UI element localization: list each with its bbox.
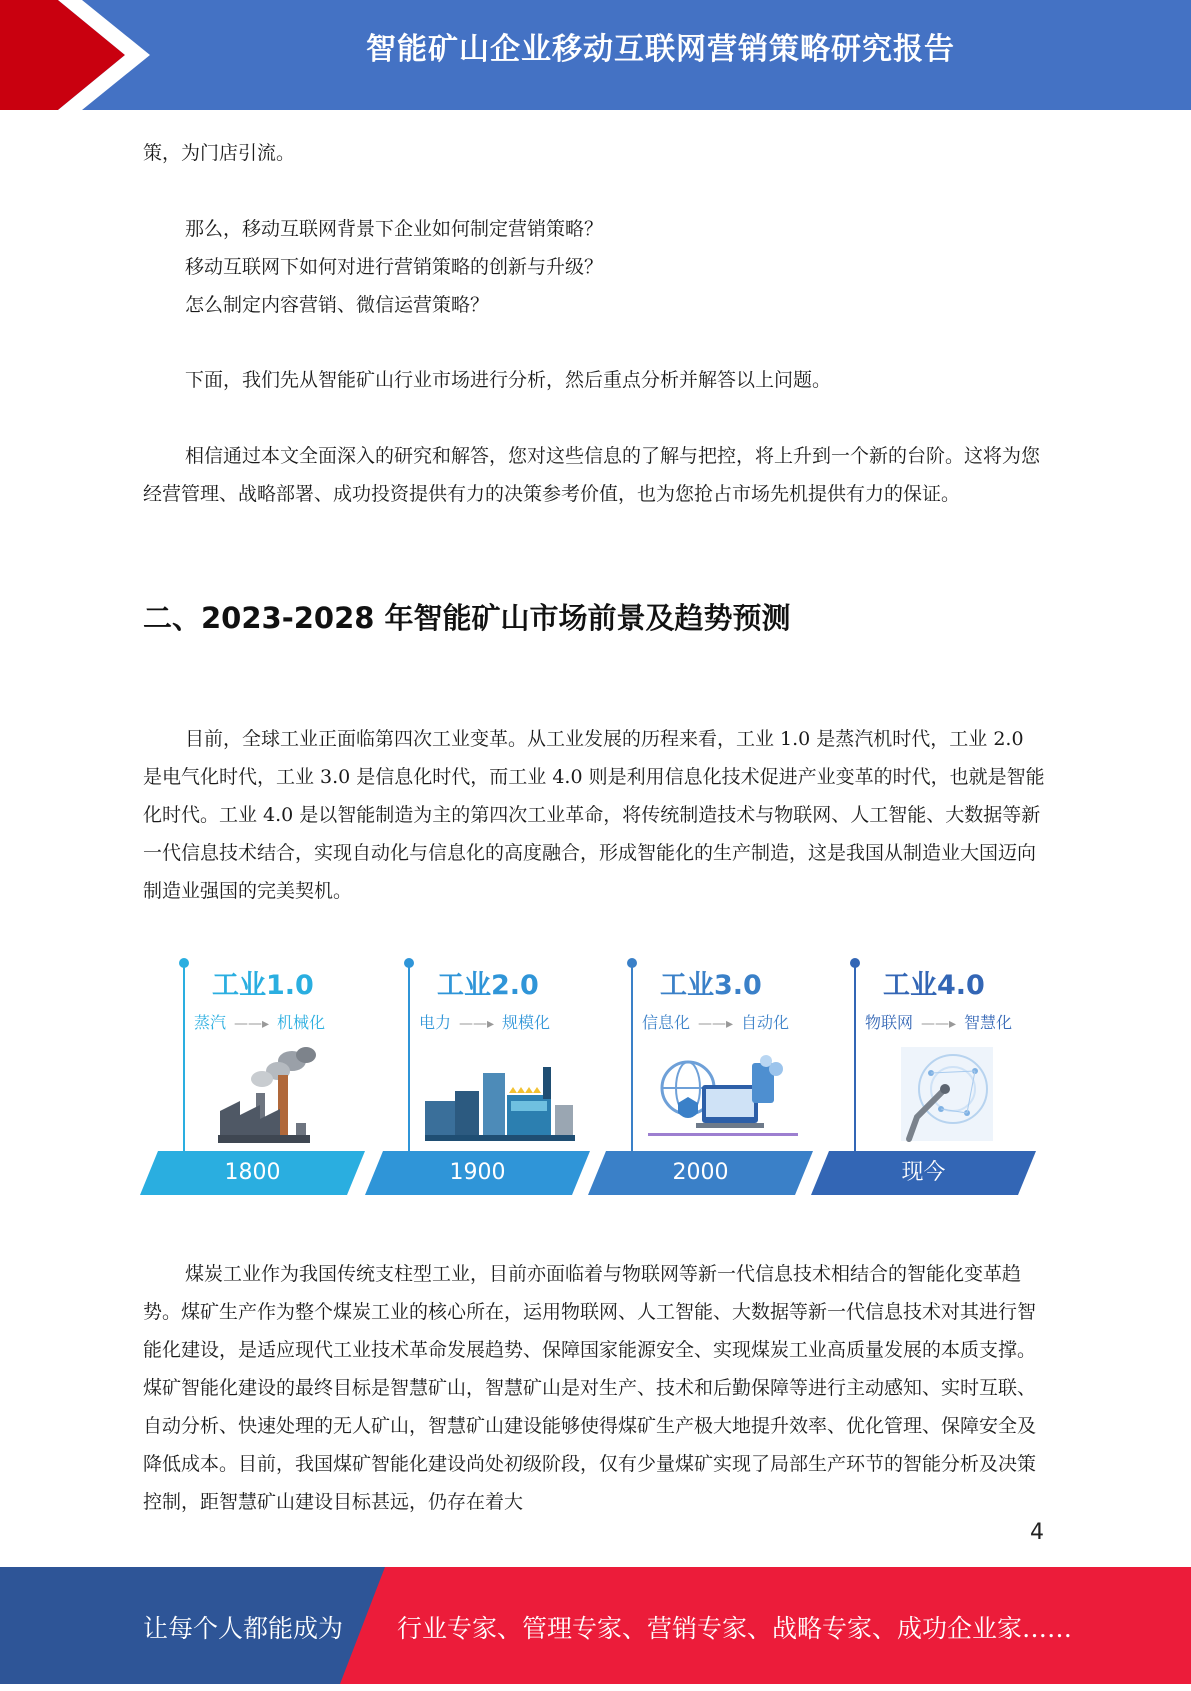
arrow-icon: ——▸ — [459, 1016, 495, 1032]
page-header — [0, 0, 1191, 110]
question-2: 移动互联网下如何对进行营销策略的创新与升级？ — [185, 256, 604, 278]
year-band — [140, 1151, 365, 1195]
robot-arm-network-icon — [871, 1043, 1021, 1153]
paragraph-value: 相信通过本文全面深入的研究和解答，您对这些信息的了解与把控，将上升到一个新的台阶。这将为您经营管理、战略部署、成功投资提供有力的决策参考价值，也为您抢占市场先机提供有力的保证。 — [143, 445, 1041, 505]
paragraph-industry-revolution: 目前，全球工业正面临第四次工业变革。从工业发展的历程来看，工业 1.0 是蒸汽机时代，工业 2.0 是电气化时代，工业 3.0 是信息化时代，而工业 4.0 则是利用信息化技术促进产业变革的时代，也就是智能化时代。工业 4.0 是以智能制造为主的第四次工业革命，将传统制造技术与物联网、人工智能、大数据等新一代信息技术结合，实现自动化与信息化的高度融合，形成智能化的生产制造，这是我国从制造业大国迈向制造业强国的完美契机。 — [143, 728, 1045, 902]
stage-to: 机械化 — [277, 1013, 326, 1032]
question-list — [143, 210, 1045, 324]
digital-devices-icon — [648, 1043, 798, 1153]
stage-to: 自动化 — [741, 1013, 790, 1032]
paragraph-coal-industry: 煤炭工业作为我国传统支柱型工业，目前亦面临着与物联网等新一代信息技术相结合的智能化变革趋势。煤矿生产作为整个煤炭工业的核心所在，运用物联网、人工智能、大数据等新一代信息技术对其进行智能化建设，是适应现代工业技术革命发展趋势、保障国家能源安全、实现煤炭工业高质量发展的本质支撑。煤矿智能化建设的最终目标是智慧矿山，智慧矿山是对生产、技术和后勤保障等进行主动感知、实时互联、自动分析、快速处理的无人矿山，智慧矿山建设能够使得煤矿生产极大地提升效率、优化管理、保障安全及降低成本。目前，我国煤矿智能化建设尚处初级阶段，仅有少量煤矿实现了局部生产环节的智能分析及决策控制，距智慧矿山建设目标甚远，仍存在着大 — [143, 1263, 1037, 1513]
arrow-icon: ——▸ — [921, 1016, 957, 1032]
stage-title: 工业2.0 — [437, 970, 539, 1001]
timeline-dot — [179, 958, 189, 968]
stage-subtitle — [642, 1010, 789, 1033]
stage-from: 蒸汽 — [194, 1013, 227, 1032]
stage-to: 规模化 — [502, 1013, 551, 1032]
year-band — [811, 1151, 1036, 1195]
paragraph-analysis-intro: 下面，我们先从智能矿山行业市场进行分析，然后重点分析并解答以上问题。 — [185, 369, 832, 391]
stage-title: 工业1.0 — [212, 970, 314, 1001]
timeline-dot — [404, 958, 414, 968]
header-arrow-decoration — [0, 0, 160, 110]
arrow-icon: ——▸ — [234, 1016, 270, 1032]
section-heading: 二、2023-2028 年智能矿山市场前景及趋势预测 — [143, 601, 791, 635]
production-line-icon — [425, 1043, 575, 1153]
timeline-stage-2 — [365, 955, 585, 1200]
page-footer — [0, 1567, 1191, 1684]
year-label: 1800 — [224, 1160, 281, 1185]
factory-smoke-icon — [200, 1043, 350, 1153]
timeline-pole — [631, 963, 633, 1163]
year-band — [588, 1151, 813, 1195]
stage-from: 物联网 — [865, 1013, 914, 1032]
page-number: 4 — [1030, 1520, 1044, 1545]
stage-title: 工业3.0 — [660, 970, 762, 1001]
timeline-dot — [850, 958, 860, 968]
question-3: 怎么制定内容营销、微信运营策略？ — [185, 294, 490, 316]
stage-subtitle — [865, 1010, 1012, 1033]
stage-to: 智慧化 — [964, 1013, 1013, 1032]
report-title: 智能矿山企业移动互联网营销策略研究报告 — [366, 32, 955, 67]
arrow-icon: ——▸ — [698, 1016, 734, 1032]
timeline-stage-4 — [811, 955, 1031, 1200]
stage-from: 电力 — [419, 1013, 452, 1032]
paragraph-continuation: 策，为门店引流。 — [143, 142, 296, 164]
timeline-pole — [408, 963, 410, 1163]
year-label: 现今 — [901, 1160, 946, 1185]
stage-from: 信息化 — [642, 1013, 691, 1032]
stage-subtitle — [194, 1010, 325, 1033]
timeline-dot — [627, 958, 637, 968]
footer-slogan-right: 行业专家、管理专家、营销专家、战略专家、成功企业家…… — [397, 1614, 1073, 1643]
year-band — [365, 1151, 590, 1195]
year-label: 1900 — [449, 1160, 506, 1185]
timeline-pole — [854, 963, 856, 1163]
industry-timeline — [140, 955, 1045, 1200]
timeline-stage-3 — [588, 955, 808, 1200]
footer-slogan-left: 让每个人都能成为 — [143, 1614, 344, 1643]
timeline-stage-1 — [140, 955, 360, 1200]
stage-title: 工业4.0 — [883, 970, 985, 1001]
stage-subtitle — [419, 1010, 550, 1033]
year-label: 2000 — [672, 1160, 729, 1185]
question-1: 那么，移动互联网背景下企业如何制定营销策略？ — [185, 218, 604, 240]
timeline-pole — [183, 963, 185, 1163]
